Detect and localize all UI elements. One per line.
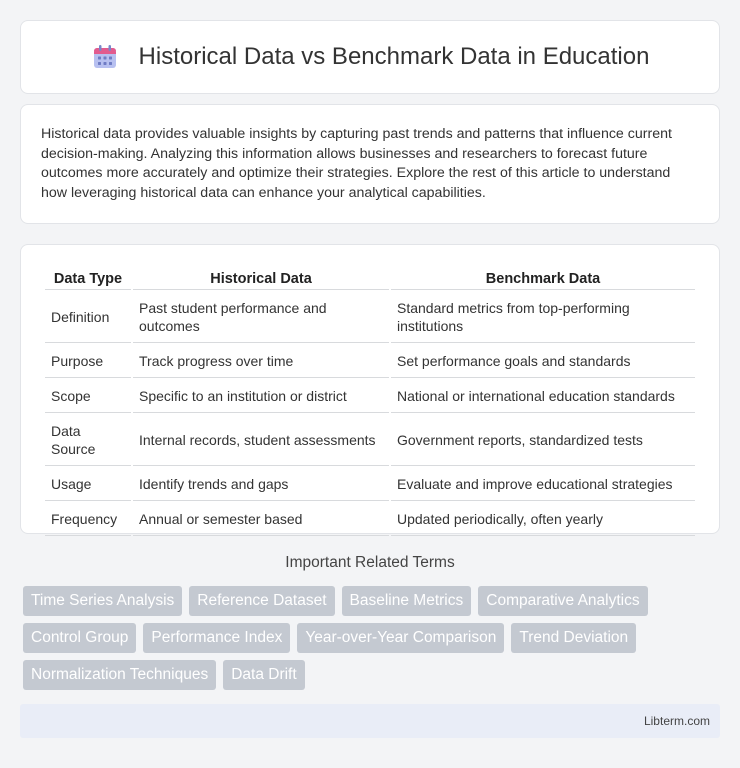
table-row — [45, 415, 695, 466]
related-term-tag[interactable]: Performance Index — [143, 623, 290, 653]
table-cell: Annual or semester based — [133, 503, 389, 536]
table-cell: Data Source — [45, 415, 131, 466]
related-term-tag[interactable]: Year-over-Year Comparison — [297, 623, 504, 653]
table-header-row — [45, 267, 695, 290]
table-cell: Usage — [45, 468, 131, 501]
table-row — [45, 468, 695, 501]
related-term-tag[interactable]: Time Series Analysis — [23, 586, 182, 616]
related-terms-list — [23, 586, 723, 690]
table-cell: Frequency — [45, 503, 131, 536]
intro-paragraph: Historical data provides valuable insights by capturing past trends and patterns that influence current decision-making. Analyzing this information allows businesses and researchers to forecast future outcomes more accurately and optimize their strategies. Explore the rest of this article to understand how leveraging historical data can enhance your analytical capabilities. — [41, 126, 672, 201]
table-cell: Past student performance and outcomes — [133, 292, 389, 343]
table-cell: Set performance goals and standards — [391, 345, 695, 378]
related-term-tag[interactable]: Baseline Metrics — [342, 586, 472, 616]
table-row — [45, 380, 695, 413]
related-term-tag[interactable]: Trend Deviation — [511, 623, 636, 653]
column-header: Benchmark Data — [391, 267, 695, 290]
table-cell: Updated periodically, often yearly — [391, 503, 695, 536]
comparison-table-card — [20, 244, 720, 534]
table-row — [45, 292, 695, 343]
table-cell: Evaluate and improve educational strategies — [391, 468, 695, 501]
comparison-table — [43, 265, 697, 538]
table-cell: Internal records, student assessments — [133, 415, 389, 466]
table-cell: Specific to an institution or district — [133, 380, 389, 413]
footer-site-link[interactable]: Libterm.com — [643, 714, 710, 728]
related-term-tag[interactable]: Normalization Techniques — [23, 660, 216, 690]
header-card — [20, 20, 720, 94]
table-cell: Purpose — [45, 345, 131, 378]
related-term-tag[interactable]: Reference Dataset — [189, 586, 334, 616]
intro-card — [20, 104, 720, 224]
related-term-tag[interactable]: Comparative Analytics — [478, 586, 647, 616]
table-cell: National or international education standards — [391, 380, 695, 413]
column-header: Data Type — [45, 267, 131, 290]
page-title: Historical Data vs Benchmark Data in Education — [138, 43, 650, 70]
related-terms-heading: Important Related Terms — [285, 554, 455, 571]
table-cell: Standard metrics from top-performing institutions — [391, 292, 695, 343]
related-term-tag[interactable]: Control Group — [23, 623, 136, 653]
table-cell: Scope — [45, 380, 131, 413]
footer — [20, 704, 720, 738]
related-term-tag[interactable]: Data Drift — [223, 660, 304, 690]
table-row — [45, 503, 695, 536]
table-row — [45, 345, 695, 378]
calendar-icon — [91, 43, 119, 71]
table-cell: Government reports, standardized tests — [391, 415, 695, 466]
table-cell: Definition — [45, 292, 131, 343]
table-cell: Track progress over time — [133, 345, 389, 378]
column-header: Historical Data — [133, 267, 389, 290]
table-cell: Identify trends and gaps — [133, 468, 389, 501]
